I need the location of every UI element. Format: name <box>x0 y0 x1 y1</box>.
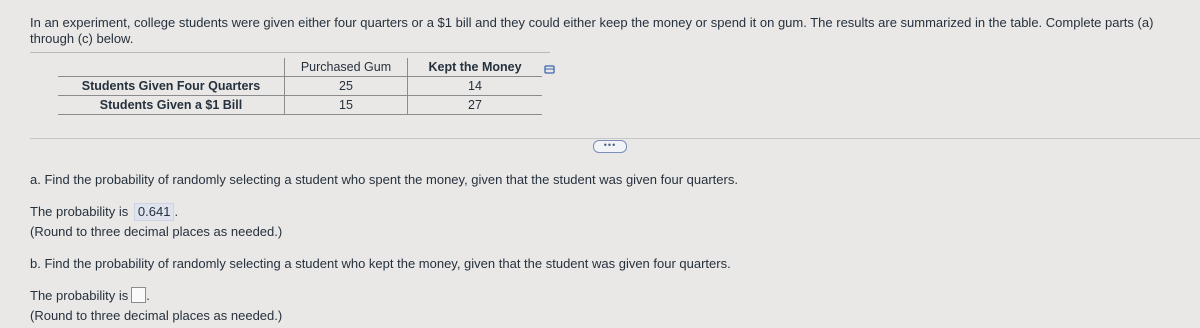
header-purchased-gum: Purchased Gum <box>285 58 408 77</box>
header-kept-money: Kept the Money <box>408 58 543 77</box>
cell-bill-kept: 27 <box>408 96 543 115</box>
part-b-answer-suffix: . <box>146 288 150 303</box>
row-label-four-quarters: Students Given Four Quarters <box>58 77 285 96</box>
part-b-rounding-note: (Round to three decimal places as needed.) <box>30 308 283 323</box>
cell-quarters-gum: 25 <box>285 77 408 96</box>
expand-more-button[interactable]: ••• <box>593 140 627 153</box>
row-label-dollar-bill: Students Given a $1 Bill <box>58 96 285 115</box>
part-b-answer-line <box>30 287 150 304</box>
part-a-question: a. Find the probability of randomly selecting a student who spent the money, given that the student was given four quarters. <box>30 172 738 187</box>
cell-quarters-kept: 14 <box>408 77 543 96</box>
part-a-answer-field[interactable]: 0.641 <box>134 203 175 221</box>
top-rule <box>30 52 550 53</box>
part-b-question: b. Find the probability of randomly selecting a student who kept the money, given that the student was given four quarters. <box>30 256 731 271</box>
part-b-answer-input[interactable] <box>131 287 146 303</box>
section-divider <box>30 138 1200 139</box>
copy-icon[interactable] <box>543 63 557 77</box>
part-a-answer-prefix: The probability is <box>30 204 129 219</box>
part-a-answer-line <box>30 203 178 221</box>
table-corner <box>58 58 285 77</box>
results-table <box>58 58 542 115</box>
part-b-answer-prefix: The probability is <box>30 288 129 303</box>
part-a-answer-suffix: . <box>174 204 179 219</box>
table-row <box>58 77 542 96</box>
cell-bill-gum: 15 <box>285 96 408 115</box>
part-a-rounding-note: (Round to three decimal places as needed.) <box>30 224 283 239</box>
table-row <box>58 96 542 115</box>
problem-intro: In an experiment, college students were given either four quarters or a $1 bill and they could either keep the money or spend it on gum. The results are summarized in the table. Complete parts (a) through (c) below. <box>30 15 1154 46</box>
